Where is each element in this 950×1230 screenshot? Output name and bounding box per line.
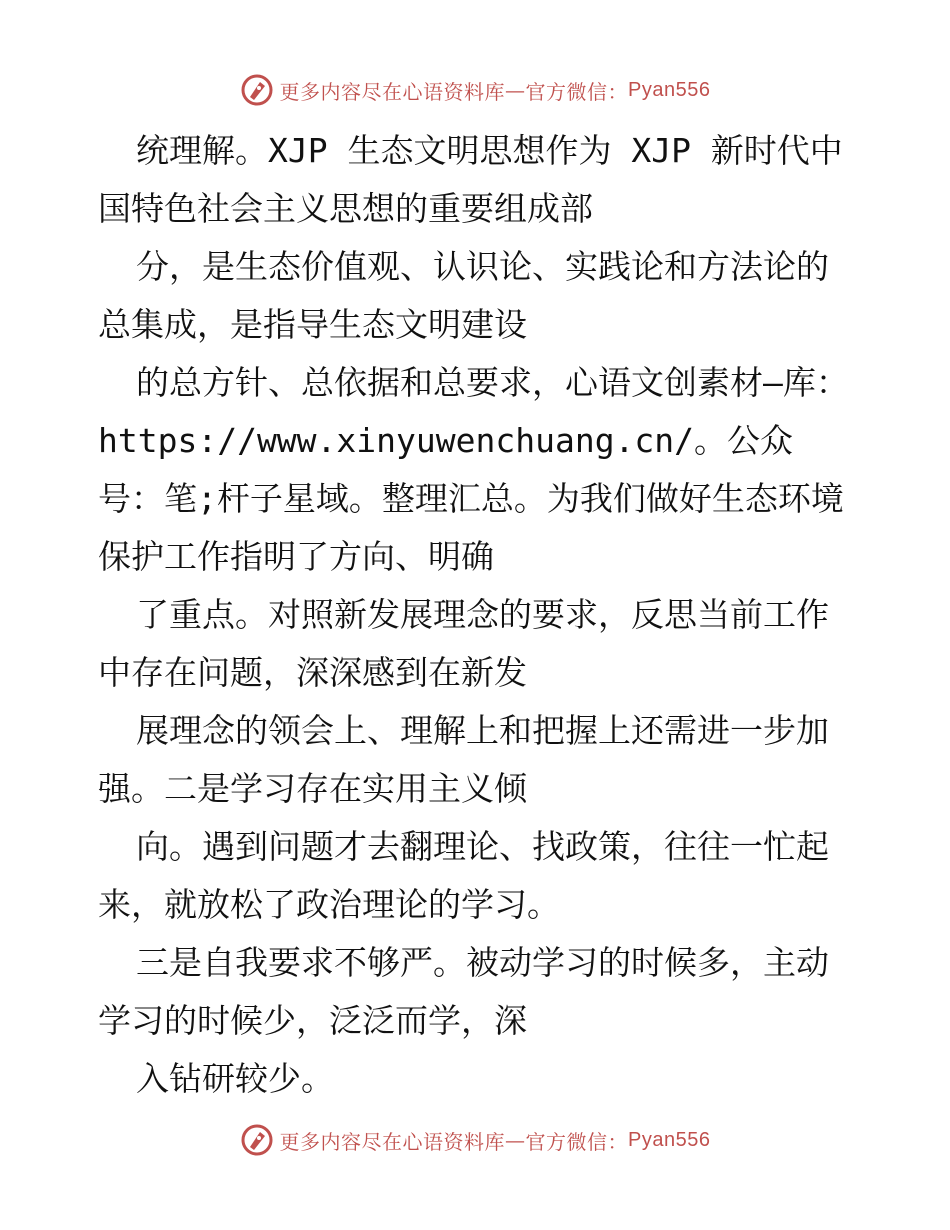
paragraph: 向。遇到问题才去翻理论、找政策，往往一忙起来，就放松了政治理论的学习。: [98, 827, 829, 924]
watermark-wechat-id: Pyan556: [628, 1128, 711, 1151]
watermark-separator: —: [505, 78, 526, 102]
watermark-wechat-id: Pyan556: [628, 78, 711, 101]
paragraph: 三是自我要求不够严。被动学习的时候多，主动学习的时候少，泛泛而学，深: [98, 943, 829, 1040]
paragraph: 了重点。对照新发展理念的要求，反思当前工作中存在问题，深深感到在新发: [98, 595, 829, 692]
watermark-wechat-label: 官方微信：: [525, 1129, 629, 1154]
watermark-site-text: 更多内容尽在心语资料库: [279, 79, 506, 104]
paragraph: 的总方针、总依据和总要求，心语文创素材—库：https://www.xinyuwenchuang.cn/。公众号：笔;杆子星域。整理汇总。为我们做好生态环境保护工作指明了方向、明确: [98, 363, 849, 576]
watermark-separator: —: [505, 1128, 526, 1152]
document-body: [98, 122, 858, 1108]
paragraph: 分，是生态价值观、认识论、实践论和方法论的总集成，是指导生态文明建设: [98, 247, 829, 344]
paragraph: 展理念的领会上、理解上和把握上还需进一步加强。二是学习存在实用主义倾: [98, 711, 829, 808]
watermark-wechat-label: 官方微信：: [525, 79, 629, 104]
header-watermark: [0, 70, 950, 110]
watermark-site-text: 更多内容尽在心语资料库: [279, 1129, 506, 1154]
pen-nib-circle-icon: [240, 73, 274, 107]
paragraph: 入钻研较少。: [136, 1059, 334, 1098]
paragraph: 统理解。XJP 生态文明思想作为 XJP 新时代中国特色社会主义思想的重要组成部: [98, 131, 843, 228]
footer-watermark: [0, 1120, 950, 1160]
pen-nib-circle-icon: [240, 1123, 274, 1157]
